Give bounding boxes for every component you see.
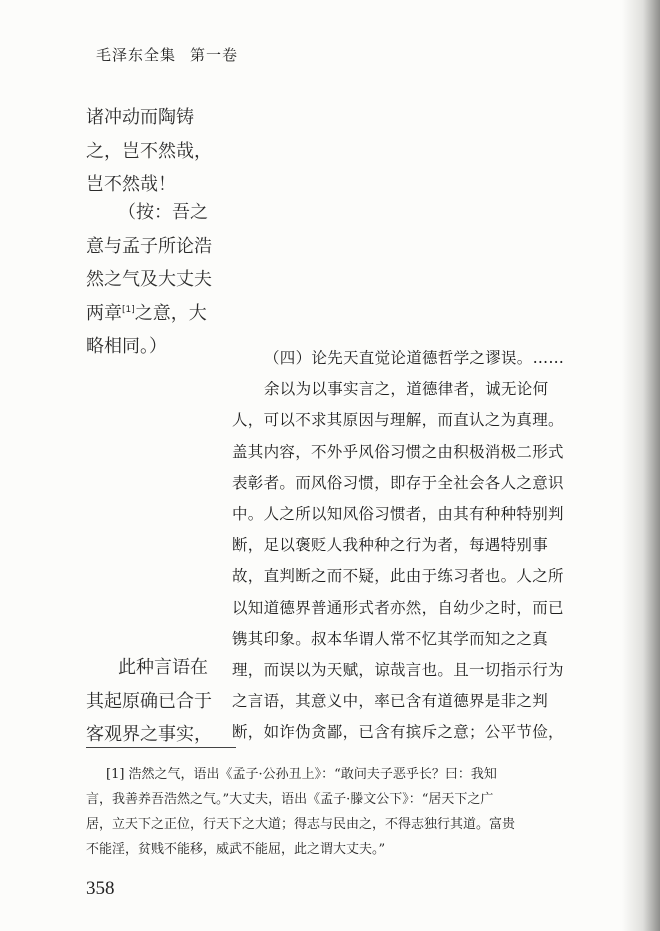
page-number: 358 — [86, 878, 115, 899]
margin-note-line: 诸冲动而陶铸 — [86, 107, 194, 128]
margin-note-line: 其起原确已合于 — [86, 690, 212, 712]
body-line: 镌其印象。叔本华谓人常不忆其学而知之之真 — [232, 629, 549, 648]
volume-label: 第一卷 — [190, 46, 239, 64]
section-heading: （四）论先天直觉论道德哲学之谬误。…… — [264, 349, 565, 367]
margin-note-line: 岂不然哉！ — [86, 174, 176, 195]
margin-note-line: 然之气及大丈夫 — [86, 269, 212, 290]
footnote-line: 居，立天下之正位，行天下之大道；得志与民由之，不得志独行其道。富贵 — [86, 817, 516, 832]
margin-note-2 — [86, 196, 218, 364]
footnote-line: 言，我善养吾浩然之气。”大丈夫，语出《孟子·滕文公下》：“居天下之广 — [86, 792, 494, 807]
book-title: 毛泽东全集 — [96, 46, 177, 64]
body-line: 人，可以不求其原因与理解，而直认之为真理。 — [232, 411, 564, 430]
body-line: 以知道德界普通形式者亦然，自幼少之时，而已 — [232, 598, 564, 617]
margin-note-1 — [86, 101, 218, 202]
margin-note-line: 意与孟子所论浩 — [86, 235, 212, 257]
footnote-line: 不能淫，贫贱不能移，威武不能屈，此之谓大丈夫。” — [86, 842, 386, 857]
body-line: 之言语，其意义中，率已含有道德界是非之判 — [232, 692, 549, 711]
body-line: 中。人之所以知风俗习惯者，由其有种种特别判 — [232, 505, 564, 524]
footnote — [86, 762, 606, 862]
running-header — [96, 44, 238, 65]
page-edge-shadow — [622, 0, 660, 931]
body-line: 余以为以事实言之，道德律者，诚无论何 — [264, 380, 549, 399]
margin-note-line — [86, 297, 218, 331]
body-line: 故，直判断之而不疑，此由于练习者也。人之所 — [232, 567, 564, 586]
main-body-text — [232, 343, 600, 749]
body-line: 盖其内容，不外乎风俗习惯之由积极消极二形式 — [232, 442, 564, 461]
body-line: 断，如诈伪贪鄙，已含有摈斥之意；公平节俭， — [232, 723, 564, 742]
margin-note-text: 之意，大 — [134, 302, 207, 324]
margin-note-3 — [86, 651, 218, 752]
footnote-divider — [86, 747, 236, 748]
footnote-line: [1] 浩然之气，语出《孟子·公孙丑上》：“敢问夫子恶乎长？曰：我知 — [106, 767, 497, 782]
margin-note-line: 之，岂不然哉， — [86, 140, 212, 162]
margin-note-text: 两章 — [86, 302, 122, 324]
footnote-marker[interactable]: [1] — [122, 304, 135, 315]
margin-note-line: 略相同。） — [86, 336, 167, 357]
margin-note-line: 此种言语在 — [118, 657, 208, 678]
margin-note-line: 客观界之事实， — [86, 724, 212, 745]
margin-note-line: （按：吾之 — [118, 202, 208, 223]
body-line: 理，而误以为天赋，谅哉言也。且一切指示行为 — [232, 661, 564, 680]
body-line: 表彰者。而风俗习惯，即存于全社会各人之意识 — [232, 473, 564, 492]
body-line: 断，足以褒贬人我种种之行为者，每遇特别事 — [232, 536, 549, 555]
